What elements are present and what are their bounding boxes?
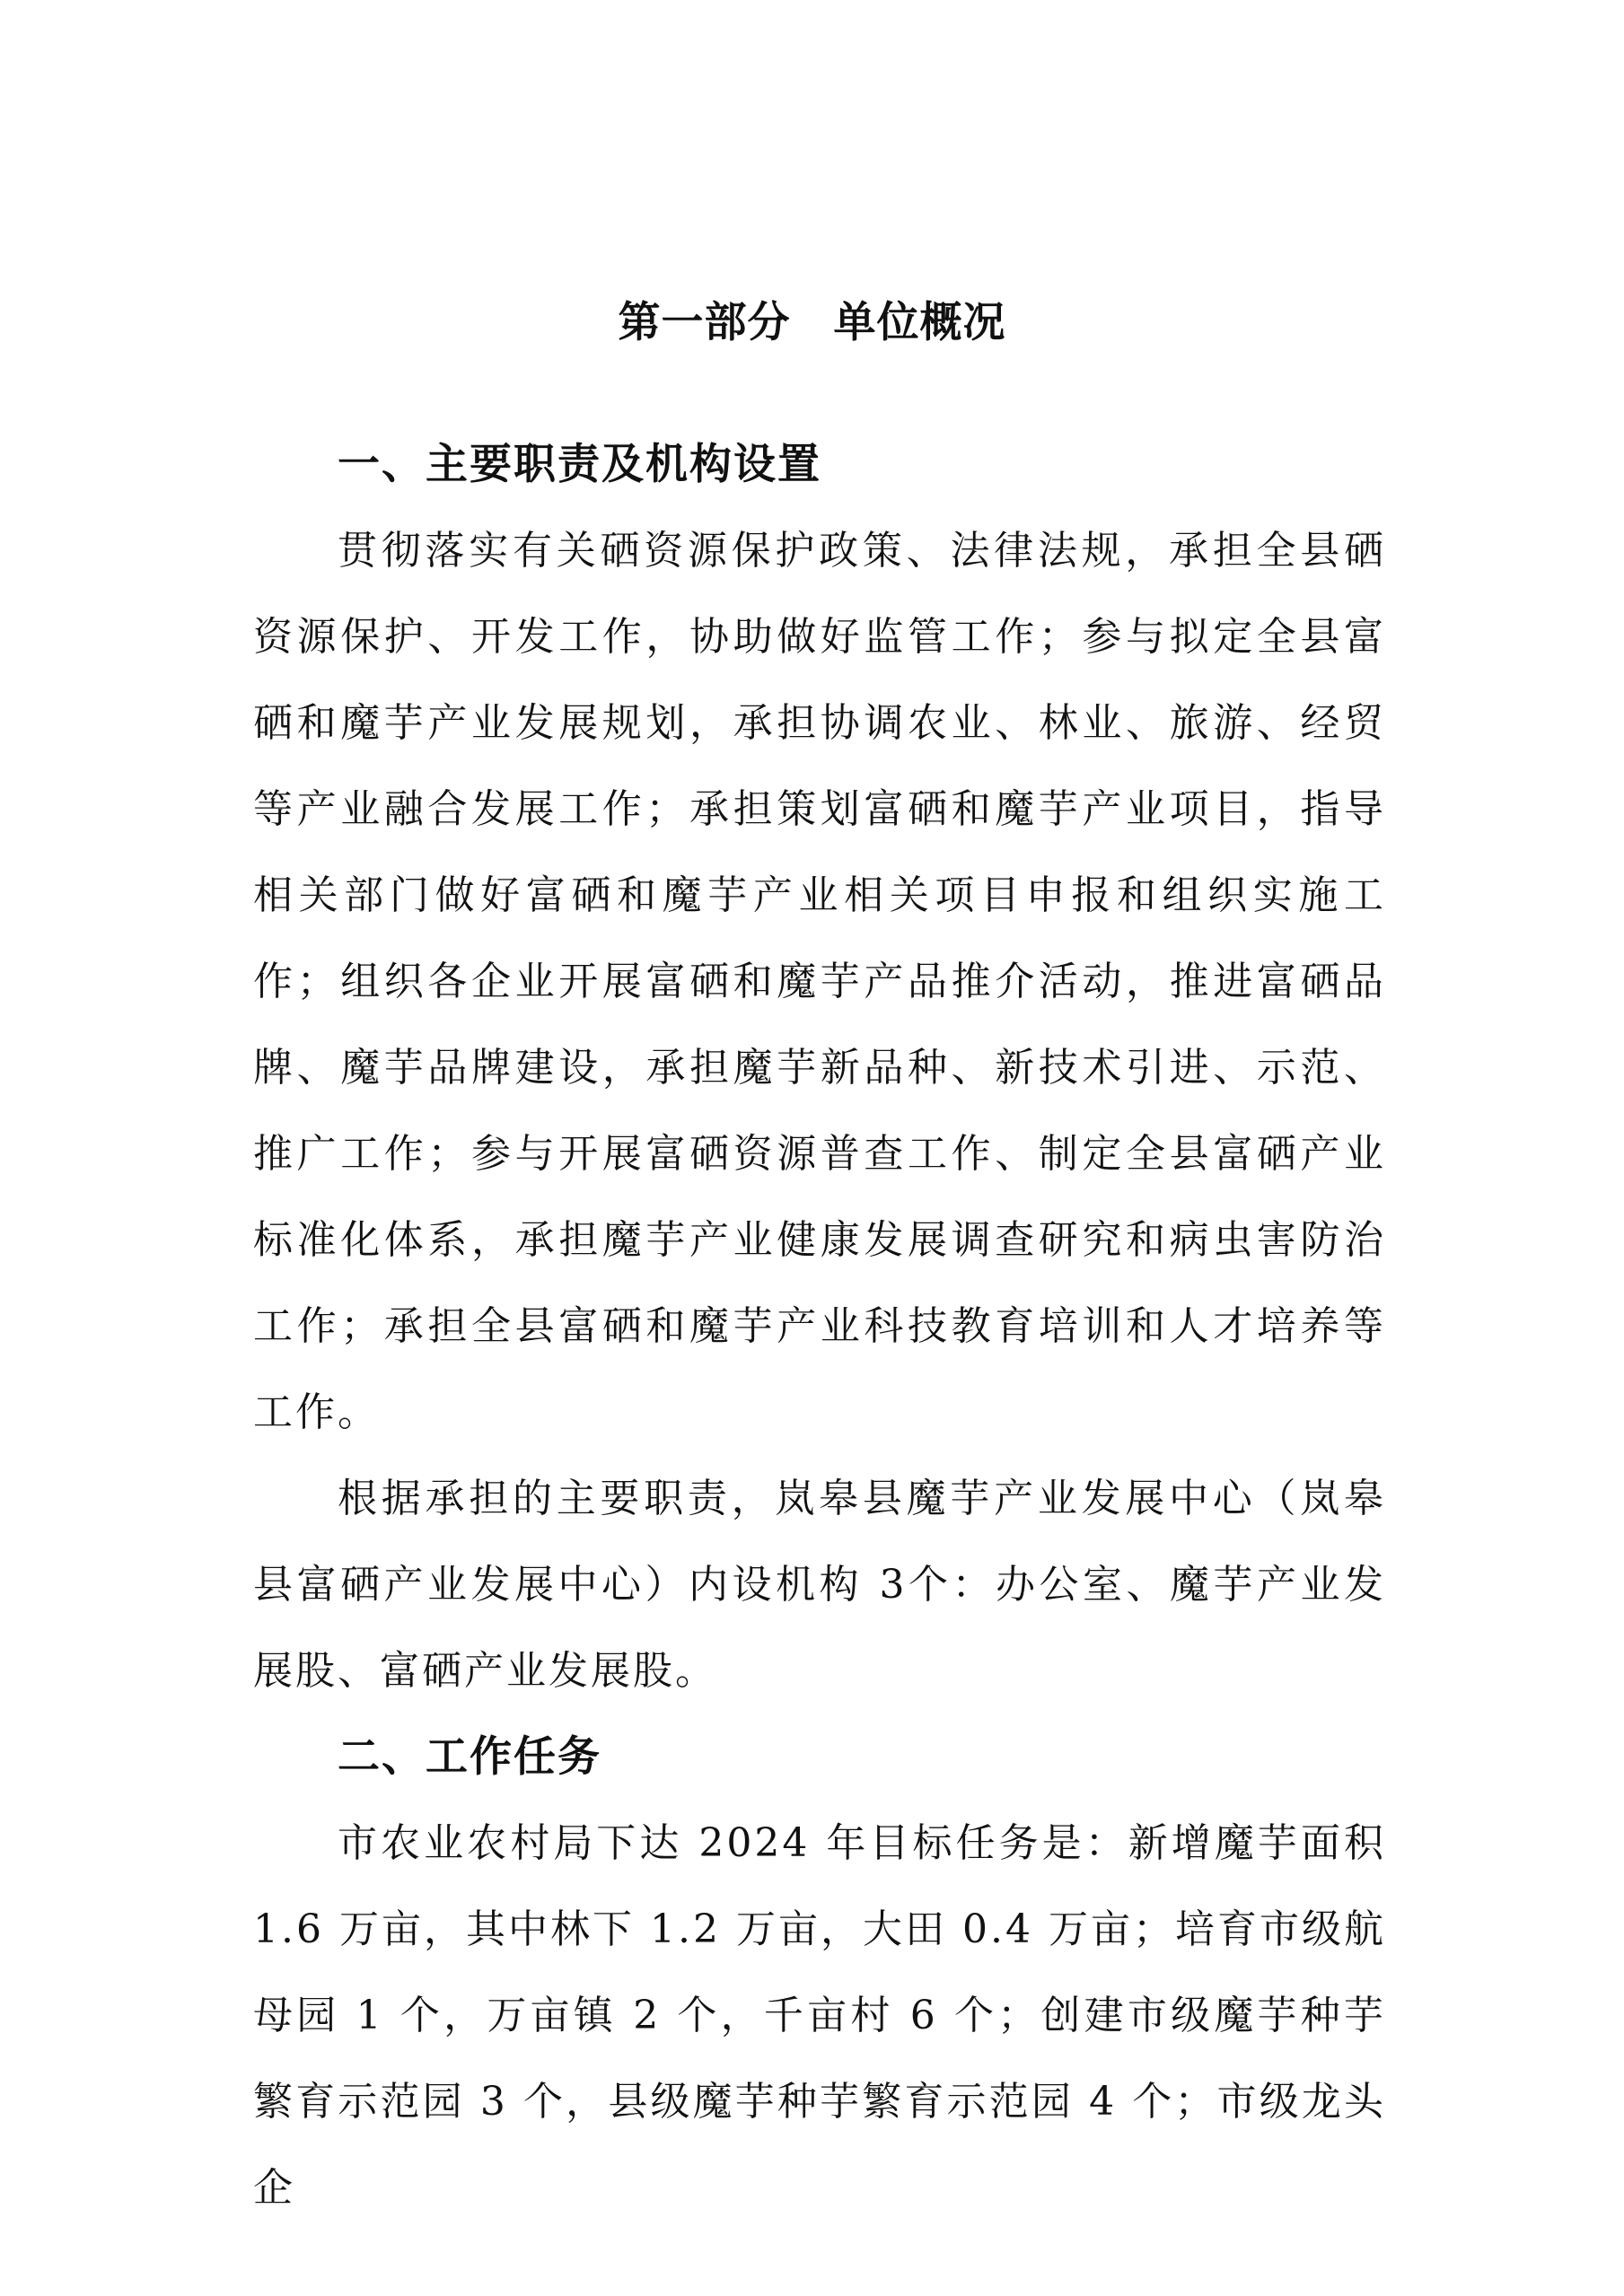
section-duties-and-structure — [253, 422, 1386, 1714]
document-body — [253, 422, 1386, 2231]
paragraph-structure: 根据承担的主要职责，岚皋县魔芋产业发展中心（岚皋县富硒产业发展中心）内设机构 3个：办公室、魔芋产业发展股、富硒产业发展股。 — [253, 1476, 1386, 1694]
section-heading: 二、工作任务 — [338, 1732, 601, 1782]
page-title: 第一部分 单位概况 — [618, 298, 1006, 347]
section-heading: 一、主要职责及机构设置 — [338, 440, 821, 489]
paragraph-duties: 贯彻落实有关硒资源保护政策、法律法规，承担全县硒资源保护、开发工作，协助做好监管工作；参与拟定全县富硒和魔芋产业发展规划，承担协调农业、林业、旅游、经贸等产业融合发展工作；承担策划富硒和魔芋产业项目，指导相关部门做好富硒和魔芋产业相关项目申报和组织实施工作；组织各企业开展富硒和魔芋产品推介活动，推进富硒品牌、魔芋品牌建设，承担魔芋新品种、新技术引进、示范、推广工作；参与开展富硒资源普查工作、制定全县富硒产业标准化体系，承担魔芋产业健康发展调查研究和病虫害防治工作；承担全县富硒和魔芋产业科技教育培训和人才培养等工作。 — [253, 528, 1386, 1435]
paragraph-tasks: 市农业农村局下达 2024 年目标任务是：新增魔芋面积 1.6 万亩，其中林下 1.2 万亩，大田 0.4 万亩；培育市级航母园 1 个，万亩镇 2 个，千亩村 6 个；创建市级魔芋种芋繁育示范园 3 个，县级魔芋种芋繁育示范园 4 个；市级龙头企 — [253, 1820, 1386, 2211]
section-work-tasks — [253, 1714, 1386, 2231]
